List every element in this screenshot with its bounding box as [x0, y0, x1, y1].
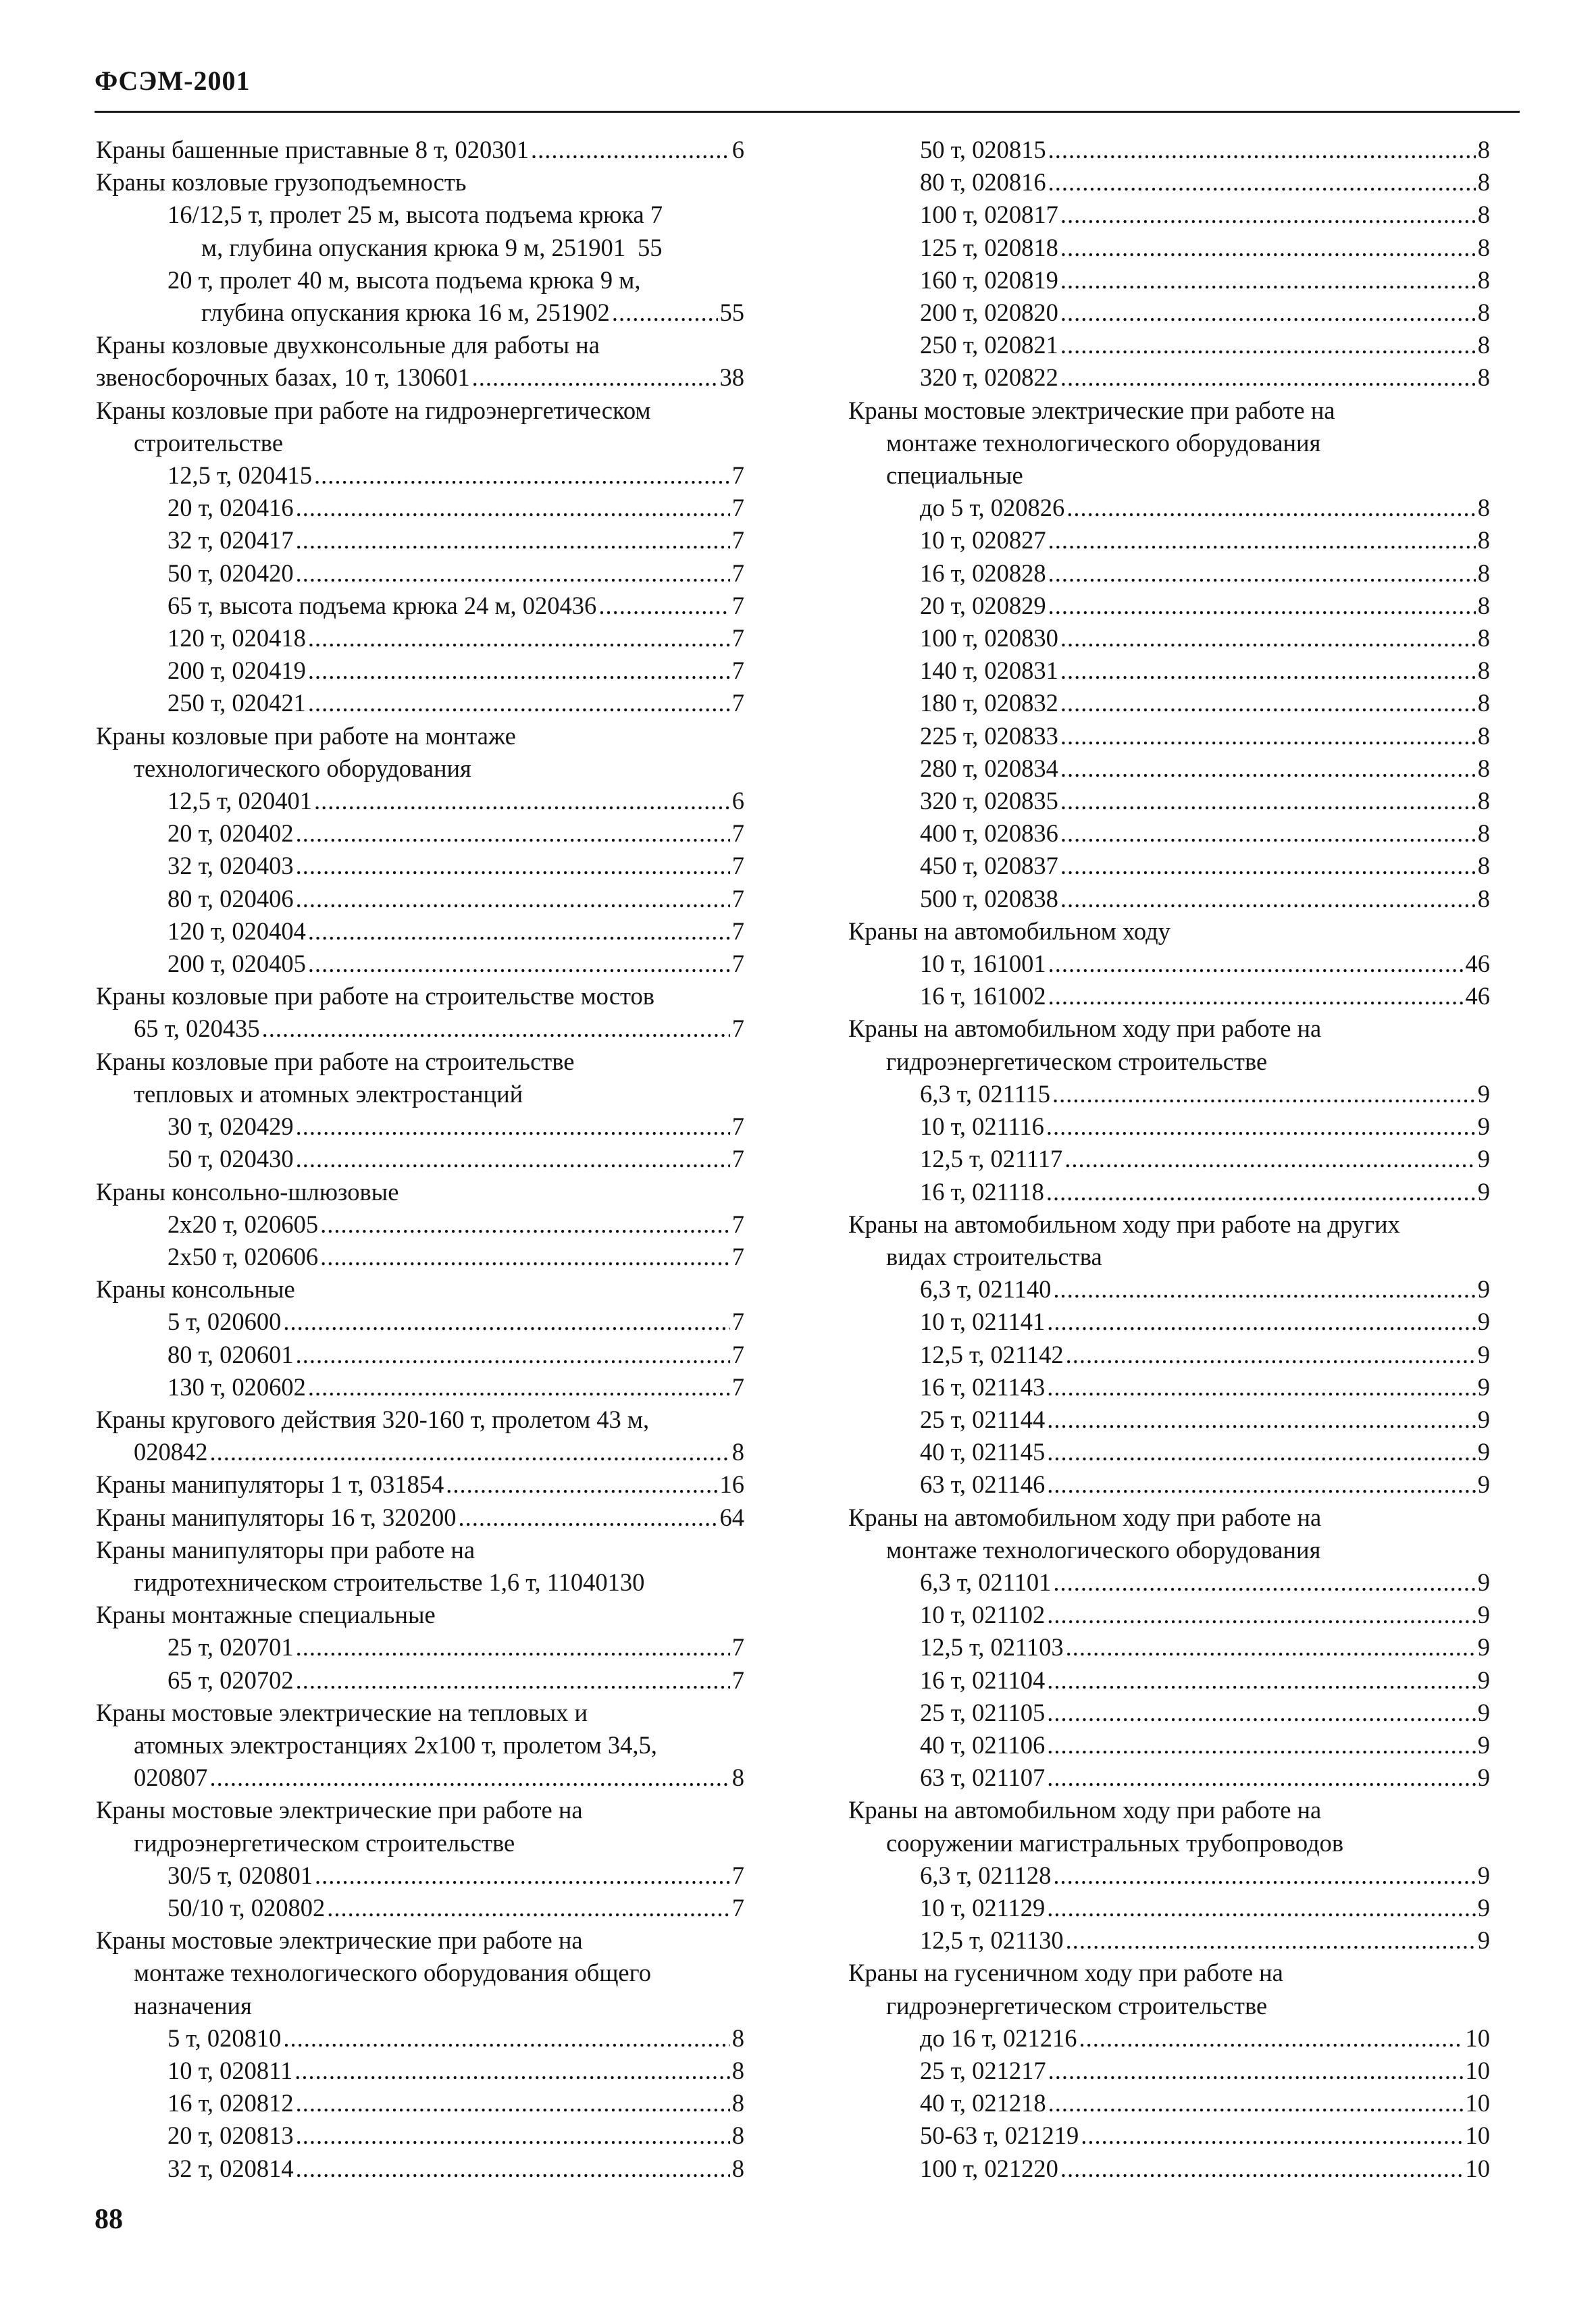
index-heading: Краны козловые при работе на строительстве	[96, 1047, 575, 1075]
index-heading: Краны на автомобильном ходу	[848, 917, 1170, 945]
index-heading: Краны козловые двухконсольные для работы на	[96, 331, 600, 359]
index-entry: 25 т, 020701 ..... 7	[96, 1631, 744, 1664]
index-entry: 320 т, 020835 ..... 8	[848, 785, 1490, 817]
index-entry: 160 т, 020819 ..... 8	[848, 264, 1490, 297]
index-entry: 20 т, 020813 ..... 8	[96, 2119, 744, 2152]
index-heading-cont: гидроэнергетическом строительстве	[886, 1047, 1268, 1075]
index-entry: 125 т, 020818 ..... 8	[848, 232, 1490, 264]
index-entry: 12,5 т, 021117 ..... 9	[848, 1143, 1490, 1175]
index-heading-cont: строительстве	[134, 428, 284, 457]
index-entry: 10 т, 020811 ..... 8	[96, 2055, 744, 2087]
index-heading: Краны козловые при работе на гидроэнергетическом	[96, 396, 651, 424]
index-heading: Краны кругового действия 320-160 т, пролетом 43 м,	[96, 1405, 650, 1433]
index-heading: Краны козловые при работе на строительстве мостов	[96, 982, 654, 1010]
index-heading-cont: монтаже технологического оборудования общего	[134, 1959, 651, 1987]
index-entry: 10 т, 021129 ..... 9	[848, 1892, 1490, 1924]
index-heading-cont: гидротехническом строительстве 1,6 т, 11040130	[134, 1568, 645, 1596]
index-entry: 12,5 т, 021130 ..... 9	[848, 1924, 1490, 1957]
index-entry: 225 т, 020833 ..... 8	[848, 720, 1490, 752]
index-entry: 320 т, 020822 ..... 8	[848, 361, 1490, 394]
index-entry: 12,5 т, 021142 ..... 9	[848, 1339, 1490, 1371]
index-entry: 65 т, высота подъема крюка 24 м, 020436 ..... 7	[96, 590, 744, 622]
index-entry: глубина опускания крюка 16 м, 251902 ..... 55	[96, 297, 744, 329]
index-entry: 020842 ..... 8	[96, 1436, 744, 1468]
index-entry: 80 т, 020406 ..... 7	[96, 883, 744, 915]
index-heading: Краны на гусеничном ходу при работе на	[848, 1959, 1283, 1987]
index-entry: 63 т, 021146 ..... 9	[848, 1468, 1490, 1501]
running-header: ФСЭМ-2001	[95, 66, 251, 96]
index-heading-cont: специальные	[886, 461, 1023, 490]
page-number: 88	[95, 2204, 123, 2235]
index-entry: 16 т, 020828 ..... 8	[848, 557, 1490, 590]
index-entry: 250 т, 020821 ..... 8	[848, 329, 1490, 361]
index-entry: 280 т, 020834 ..... 8	[848, 752, 1490, 785]
index-heading: Краны мостовые электрические при работе на	[96, 1796, 583, 1824]
index-entry: 200 т, 020419 ..... 7	[96, 654, 744, 687]
index-entry: 20 т, 020402 ..... 7	[96, 817, 744, 850]
index-entry: 12,5 т, 021103 ..... 9	[848, 1631, 1490, 1664]
index-heading: Краны козловые грузоподъемность	[96, 168, 467, 197]
index-heading: Краны на автомобильном ходу при работе на	[848, 1014, 1322, 1043]
index-entry: 50 т, 020815 ..... 8	[848, 134, 1490, 166]
index-heading-cont: назначения	[134, 1991, 252, 2020]
index-heading-cont: тепловых и атомных электростанций	[134, 1079, 523, 1108]
index-entry: до 5 т, 020826 ..... 8	[848, 492, 1490, 524]
index-entry: 10 т, 021102 ..... 9	[848, 1599, 1490, 1631]
index-entry: 50 т, 020420 ..... 7	[96, 557, 744, 590]
index-entry: 200 т, 020820 ..... 8	[848, 297, 1490, 329]
index-entry: 2х20 т, 020605 ..... 7	[96, 1208, 744, 1241]
index-entry: 400 т, 020836 ..... 8	[848, 817, 1490, 850]
index-entry: 450 т, 020837 ..... 8	[848, 850, 1490, 882]
index-entry: Краны манипуляторы 16 т, 320200 ..... 64	[96, 1501, 744, 1534]
index-entry: 120 т, 020404 ..... 7	[96, 915, 744, 948]
index-heading: Краны мостовые электрические при работе на	[96, 1926, 583, 1955]
index-entry: 50-63 т, 021219 ..... 10	[848, 2119, 1490, 2152]
index-entry: 5 т, 020600 ..... 7	[96, 1306, 744, 1338]
index-column-right	[848, 134, 1490, 2185]
index-heading: Краны консольные	[96, 1275, 295, 1304]
index-entry: 5 т, 020810 ..... 8	[96, 2022, 744, 2055]
index-entry: 250 т, 020421 ..... 7	[96, 687, 744, 719]
index-entry: 200 т, 020405 ..... 7	[96, 948, 744, 980]
index-entry: 65 т, 020435 ..... 7	[96, 1012, 744, 1045]
index-entry: Краны манипуляторы 1 т, 031854 ..... 16	[96, 1468, 744, 1501]
index-entry: 120 т, 020418 ..... 7	[96, 622, 744, 654]
index-entry: 500 т, 020838 ..... 8	[848, 883, 1490, 915]
index-entry: 50 т, 020430 ..... 7	[96, 1143, 744, 1175]
index-heading-cont: монтаже технологического оборудования	[886, 1535, 1321, 1564]
index-entry: 32 т, 020417 ..... 7	[96, 524, 744, 557]
index-entry: м, глубина опускания крюка 9 м, 251901 55	[201, 233, 663, 261]
index-entry: 20 т, 020416 ..... 7	[96, 492, 744, 524]
index-entry: 50/10 т, 020802 ..... 7	[96, 1892, 744, 1924]
index-entry: 020807 ..... 8	[96, 1762, 744, 1794]
index-entry: 80 т, 020816 ..... 8	[848, 166, 1490, 199]
index-column-left	[96, 134, 744, 2185]
index-entry: 10 т, 021116 ..... 9	[848, 1110, 1490, 1143]
index-entry: 2х50 т, 020606 ..... 7	[96, 1241, 744, 1273]
index-entry: 30 т, 020429 ..... 7	[96, 1110, 744, 1143]
index-entry: 10 т, 020827 ..... 8	[848, 524, 1490, 557]
index-subheading: 16/12,5 т, пролет 25 м, высота подъема крюка 7	[168, 201, 663, 229]
index-entry: 32 т, 020403 ..... 7	[96, 850, 744, 882]
index-entry: 100 т, 020817 ..... 8	[848, 199, 1490, 231]
index-entry: Краны башенные приставные 8 т, 020301 ..... 6	[96, 134, 744, 166]
index-entry: 12,5 т, 020415 ..... 7	[96, 459, 744, 492]
index-heading-cont: гидроэнергетическом строительстве	[886, 1991, 1268, 2020]
index-heading-cont: монтаже технологического оборудования	[886, 428, 1321, 457]
index-entry: 6,3 т, 021115 ..... 9	[848, 1078, 1490, 1110]
index-entry: 40 т, 021218 ..... 10	[848, 2087, 1490, 2119]
index-entry: 65 т, 020702 ..... 7	[96, 1664, 744, 1697]
index-heading: Краны на автомобильном ходу при работе на	[848, 1796, 1322, 1824]
index-heading: Краны мостовые электрические при работе на	[848, 396, 1335, 424]
index-heading-cont: технологического оборудования	[134, 754, 471, 782]
index-entry: 6,3 т, 021101 ..... 9	[848, 1566, 1490, 1599]
index-entry: 16 т, 161002 ..... 46	[848, 980, 1490, 1012]
index-heading: Краны на автомобильном ходу при работе на	[848, 1503, 1322, 1531]
index-heading: Краны козловые при работе на монтаже	[96, 721, 516, 750]
index-entry: 10 т, 161001 ..... 46	[848, 948, 1490, 980]
index-heading: Краны консольно-шлюзовые	[96, 1177, 399, 1206]
index-heading: Краны манипуляторы при работе на	[96, 1535, 475, 1564]
index-entry: 30/5 т, 020801 ..... 7	[96, 1859, 744, 1892]
index-entry: звеносборочных базах, 10 т, 130601 ..... 38	[96, 361, 744, 394]
index-entry: 16 т, 021143 ..... 9	[848, 1371, 1490, 1404]
index-heading-cont: сооружении магистральных трубопроводов	[886, 1828, 1344, 1857]
index-entry: 6,3 т, 021128 ..... 9	[848, 1859, 1490, 1892]
index-entry: 25 т, 021217 ..... 10	[848, 2055, 1490, 2087]
index-entry: 63 т, 021107 ..... 9	[848, 1762, 1490, 1794]
index-heading-cont: атомных электростанциях 2х100 т, пролетом 34,5,	[134, 1730, 657, 1759]
index-heading: Краны монтажные специальные	[96, 1601, 436, 1629]
index-entry: 40 т, 021145 ..... 9	[848, 1436, 1490, 1468]
index-entry: 180 т, 020832 ..... 8	[848, 687, 1490, 719]
index-entry: 100 т, 020830 ..... 8	[848, 622, 1490, 654]
index-entry: 20 т, 020829 ..... 8	[848, 590, 1490, 622]
index-entry: 140 т, 020831 ..... 8	[848, 654, 1490, 687]
index-entry: 100 т, 021220 ..... 10	[848, 2153, 1490, 2185]
index-entry: 130 т, 020602 ..... 7	[96, 1371, 744, 1404]
index-heading-cont: видах строительства	[886, 1242, 1102, 1270]
index-entry: 40 т, 021106 ..... 9	[848, 1729, 1490, 1762]
index-subheading: 20 т, пролет 40 м, высота подъема крюка 9 м,	[168, 265, 641, 294]
index-entry: 80 т, 020601 ..... 7	[96, 1339, 744, 1371]
index-entry: 10 т, 021141 ..... 9	[848, 1306, 1490, 1338]
index-entry: 16 т, 021118 ..... 9	[848, 1176, 1490, 1208]
index-entry: до 16 т, 021216 ..... 10	[848, 2022, 1490, 2055]
header-rule	[95, 111, 1520, 113]
index-entry: 32 т, 020814 ..... 8	[96, 2153, 744, 2185]
index-entry: 16 т, 021104 ..... 9	[848, 1664, 1490, 1697]
index-heading-cont: гидроэнергетическом строительстве	[134, 1828, 515, 1857]
index-heading: Краны на автомобильном ходу при работе на других	[848, 1210, 1400, 1238]
index-entry: 25 т, 021144 ..... 9	[848, 1404, 1490, 1436]
index-heading: Краны мостовые электрические на тепловых и	[96, 1698, 588, 1726]
index-entry: 12,5 т, 020401 ..... 6	[96, 785, 744, 817]
index-entry: 6,3 т, 021140 ..... 9	[848, 1273, 1490, 1306]
index-entry: 25 т, 021105 ..... 9	[848, 1697, 1490, 1729]
index-entry: 16 т, 020812 ..... 8	[96, 2087, 744, 2119]
